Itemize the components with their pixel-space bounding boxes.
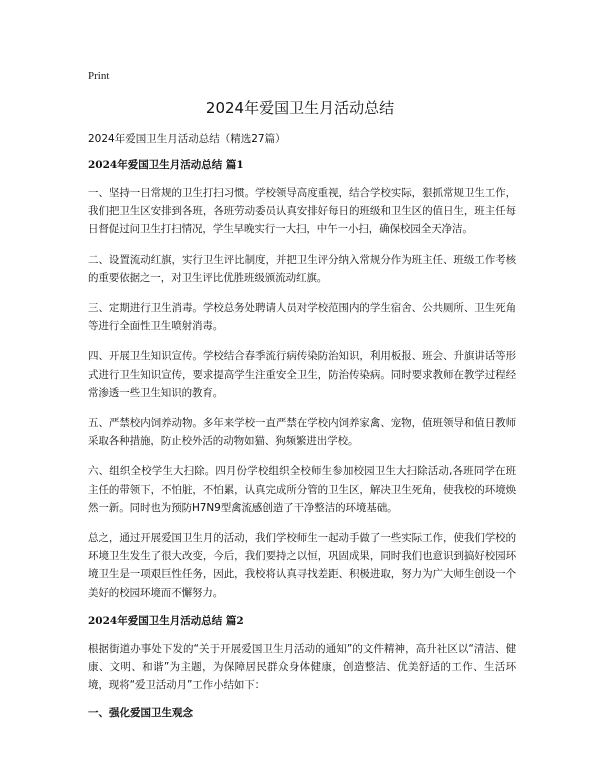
document-subtitle: 2024年爱国卫生月活动总结（精选27篇）	[88, 133, 286, 145]
print-link[interactable]: Print	[88, 70, 110, 82]
document-body	[88, 132, 516, 732]
paragraph: 三、定期进行卫生消毒。学校总务处聘请人员对学校范围内的学生宿舍、公共厕所、卫生死角等进行全面性卫生喷射消毒。	[88, 302, 516, 333]
paragraph: 一、坚持一日常规的卫生打扫习惯。学校领导高度重视，结合学校实际，狠抓常规卫生工作，我们把卫生区安排到各班，各班劳动委员认真安排好每日的班级和卫生区的值日生，班主任每日督促过问卫生打扫情况，学生早晚实行一大扫，中午一小扫，确保校园全天净洁。	[88, 187, 516, 236]
section-heading-1: 2024年爱国卫生月活动总结 篇1	[88, 159, 244, 171]
paragraph: 根据街道办事处下发的“关于开展爱国卫生月活动的通知”的文件精神，高升社区以“清洁、健康、文明、和谐”为主题，为保障居民群众身体健康，创造整洁、优美舒适的工作、生活环境，现将“爱卫活动月”工作小结如下：	[88, 642, 516, 692]
subsection-heading: 一、强化爱国卫生观念	[88, 707, 193, 720]
paragraph: 总之，通过开展爱国卫生月的活动，我们学校师生一起动手做了一些实际工作，使我们学校的环境卫生发生了很大改变，今后，我们要持之以恒，巩固成果，同时我们也意识到搞好校园环境卫生是一项艰巨性任务，因此，我校将认真寻找差距、积极进取，努力为广大师生创设一个美好的校园环境而不懈努力。	[88, 532, 516, 599]
paragraph: 六、组织全校学生大扫除。四月份学校组织全校师生参加校园卫生大扫除活动,各班同学在班主任的带领下，不怕脏，不怕累，认真完成所分管的卫生区，解决卫生死角，使我校的环境焕然一新。同时也为预防H7N9型禽流感创造了干净整洁的环境基础。	[88, 465, 516, 514]
paragraph: 四、开展卫生知识宣传。学校结合春季流行病传染防治知识，利用板报、班会、升旗讲话等形式进行卫生知识宣传，要求提高学生注重安全卫生，防治传染病。同时要求教师在教学过程经常渗透一些卫生知识的教育。	[88, 350, 516, 399]
section-heading-2: 2024年爱国卫生月活动总结 篇2	[88, 614, 244, 627]
page-title: 2024年爱国卫生月活动总结	[205, 99, 395, 117]
paragraph: 二、设置流动红旗，实行卫生评比制度，并把卫生评分纳入常规分作为班主任、班级工作考核的重要依据之一，对卫生评比优胜班级颁流动红旗。	[88, 253, 516, 284]
paragraph: 五、严禁校内饲养动物。多年来学校一直严禁在学校内饲养家禽、宠物，值班领导和值日教师采取各种措施，防止校外活的动物如猫、狗频繁进出学校。	[88, 417, 516, 448]
